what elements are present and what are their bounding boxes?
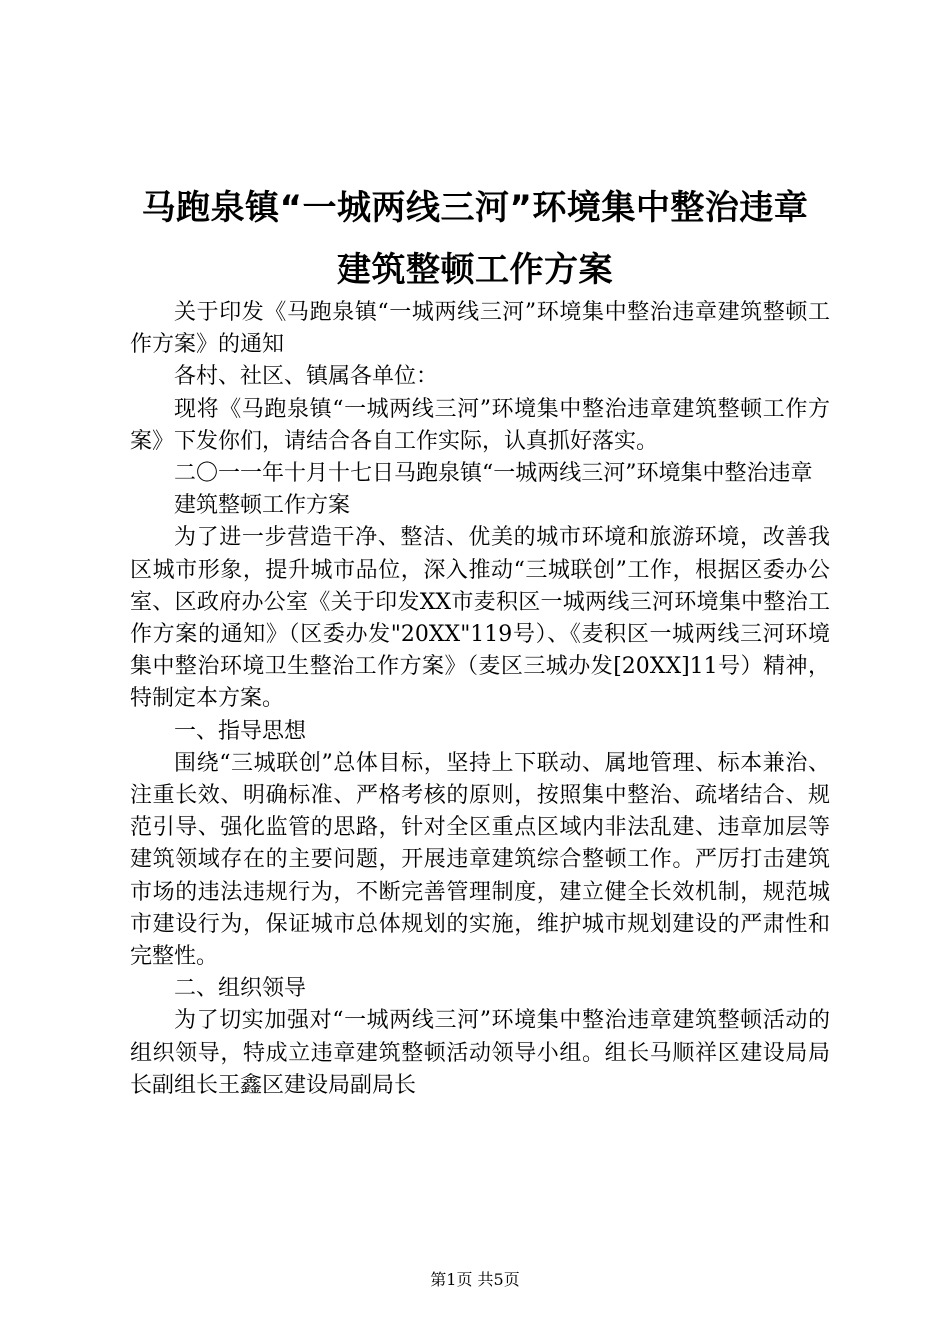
recipients: 各村、社区、镇属各单位：: [174, 364, 439, 390]
section-heading-organization: 二、组织领导: [174, 976, 307, 1002]
document-title-line-2: 建筑整顿工作方案: [337, 250, 613, 290]
intro-paragraph: 为了进一步营造干净、整洁、优美的城市环境和旅游环境，改善我区城市形象，提升城市品位，深入推动“三城联创”工作，根据区委办公室、区政府办公室《关于印发XX市麦积区一城两线三河环境集中整治工作方案的通知》（区委办发"20XX"119号）、《麦积区一城两线三河环境集中整治环境卫生整治工作方案》（麦区三城办发[20XX]11号）精神，特制定本方案。: [130, 525, 830, 712]
notice-heading: 关于印发《马跑泉镇“一城两线三河”环境集中整治违章建筑整顿工作方案》的通知: [130, 300, 830, 358]
section-heading-guiding-thought: 一、指导思想: [174, 718, 307, 744]
plan-subtitle: 建筑整顿工作方案: [174, 493, 351, 519]
date-line: 二〇一一年十月十七日马跑泉镇“一城两线三河”环境集中整治违章: [174, 461, 813, 487]
guiding-thought-paragraph: 围绕“三城联创”总体目标，坚持上下联动、属地管理、标本兼治、注重长效、明确标准、严格考核的原则，按照集中整治、疏堵结合、规范引导、强化监管的思路，针对全区重点区域内非法乱建、违章加层等建筑领域存在的主要问题，开展违章建筑综合整顿工作。严厉打击建筑市场的违法违规行为，不断完善管理制度，建立健全长效机制，规范城市建设行为，保证城市总体规划的实施，维护城市规划建设的严肃性和完整性。: [130, 750, 830, 970]
organization-paragraph: 为了切实加强对“一城两线三河”环境集中整治违章建筑整顿活动的组织领导，特成立违章建筑整顿活动领导小组。组长马顺祥区建设局局长副组长王鑫区建设局副局长: [130, 1008, 830, 1098]
notice-text: 现将《马跑泉镇“一城两线三河”环境集中整治违章建筑整顿工作方案》下发你们，请结合各自工作实际，认真抓好落实。: [130, 396, 830, 454]
page-footer: 第1页 共5页: [430, 1270, 520, 1289]
document-body: [130, 297, 830, 1102]
document-title-line-1: 马跑泉镇“一城两线三河”环境集中整治违章: [141, 188, 809, 228]
